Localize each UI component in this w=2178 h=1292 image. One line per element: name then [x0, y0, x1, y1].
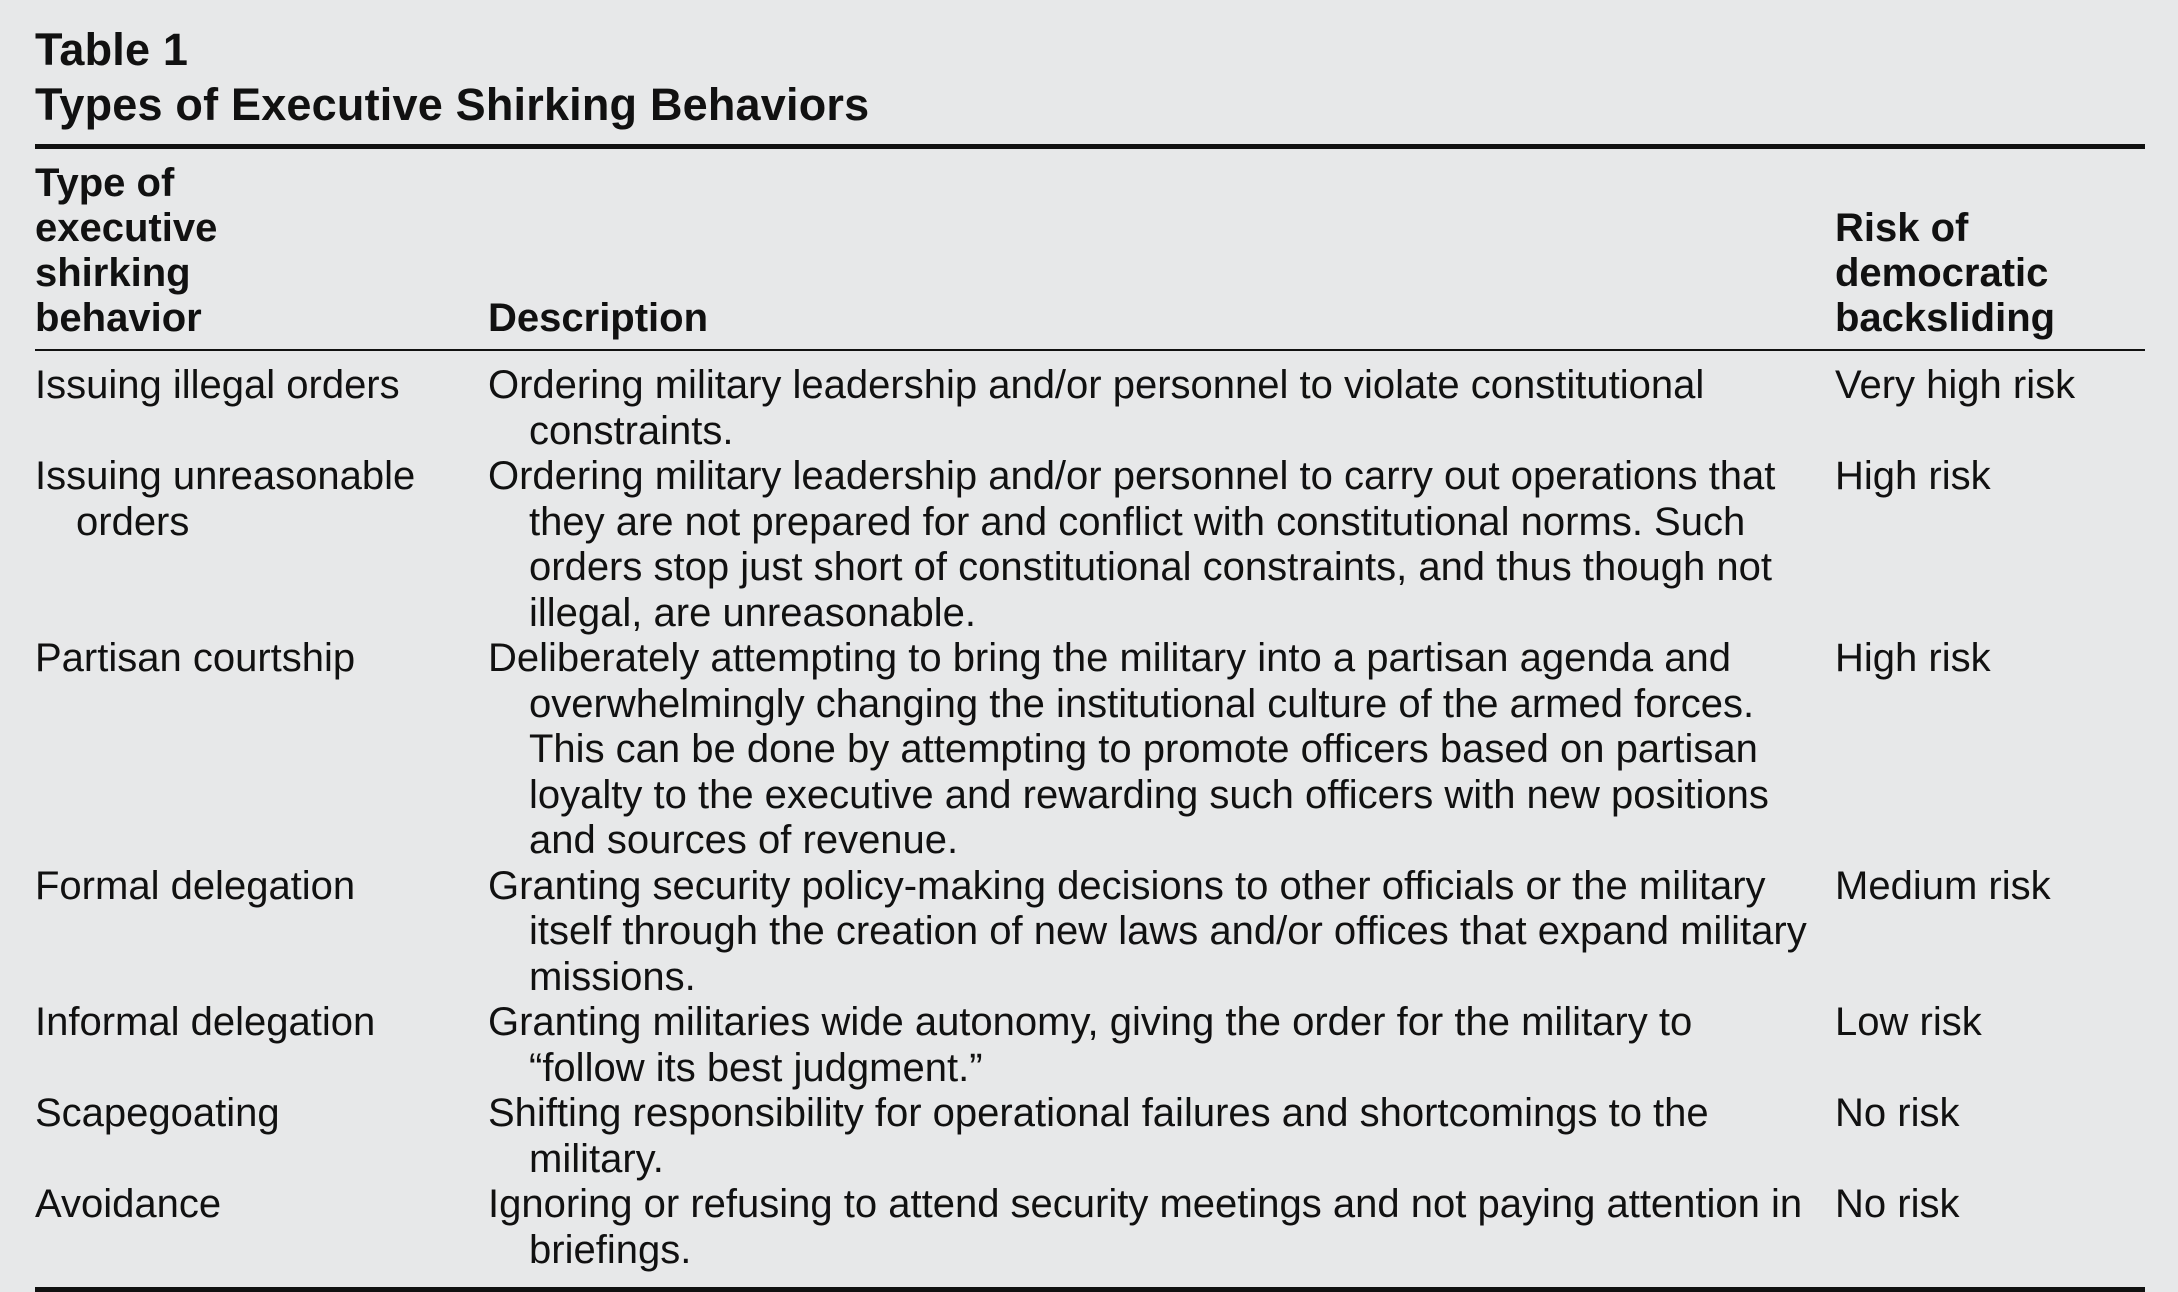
header-description: Description: [488, 296, 709, 340]
header-risk: Risk of democratic backsliding: [1835, 206, 2056, 340]
header-type: Type of executive shirking behavior: [35, 161, 218, 340]
row-type: Informal delegation: [35, 1000, 376, 1044]
bottom-rule: [35, 1287, 2145, 1292]
table-label: Table 1: [35, 24, 189, 75]
table-caption: [35, 22, 2145, 132]
table-row: [35, 1182, 2145, 1287]
row-risk: High risk: [1835, 454, 1991, 498]
row-risk: No risk: [1835, 1091, 1960, 1135]
row-type: Formal delegation: [35, 863, 356, 908]
row-type: Issuing illegal orders: [35, 363, 400, 407]
row-description: Deliberately attempting to bring the military into a partisan agenda and overwhelmingly changing the institutional culture of the armed forces. This can be done by attempting to promote officers based on partisan loyalty to the executive and rewarding such officers with new positions and sources of revenue.: [488, 636, 1769, 862]
row-risk: No risk: [1835, 1182, 1960, 1226]
row-risk: High risk: [1835, 636, 1991, 680]
row-description: Granting security policy-making decisions to other officials or the military itself through the creation of new laws and/or offices that expand military missions.: [488, 863, 1807, 999]
row-description: Ordering military leadership and/or personnel to carry out operations that they are not prepared for and conflict with constitutional norms. Such orders stop just short of constitutional constraints, and thus though not illegal, are unreasonable.: [488, 454, 1776, 635]
row-type: Scapegoating: [35, 1091, 280, 1135]
table-row: [35, 636, 2145, 864]
row-risk: Low risk: [1835, 1000, 1982, 1044]
header-row: [35, 149, 2145, 349]
shirking-behaviors-table: [35, 149, 2145, 1287]
table-row: [35, 1000, 2145, 1091]
row-description: Ordering military leadership and/or personnel to violate constitutional constraints.: [488, 363, 1705, 453]
row-description: Shifting responsibility for operational failures and shortcomings to the military.: [488, 1091, 1709, 1181]
row-risk: Medium risk: [1835, 863, 2051, 908]
row-type: Issuing unreasonable orders: [35, 454, 416, 544]
row-type: Avoidance: [35, 1182, 222, 1226]
row-description: Ignoring or refusing to attend security meetings and not paying attention in briefings.: [488, 1182, 1803, 1272]
table-row: [35, 454, 2145, 636]
table-row: [35, 864, 2145, 1001]
row-description: Granting militaries wide autonomy, giving the order for the military to “follow its best judgment.”: [488, 1000, 1693, 1090]
table-row: [35, 1091, 2145, 1182]
table-title: Types of Executive Shirking Behaviors: [35, 79, 870, 130]
row-type: Partisan courtship: [35, 636, 356, 680]
row-risk: Very high risk: [1835, 363, 2076, 407]
table-row: [35, 351, 2145, 454]
